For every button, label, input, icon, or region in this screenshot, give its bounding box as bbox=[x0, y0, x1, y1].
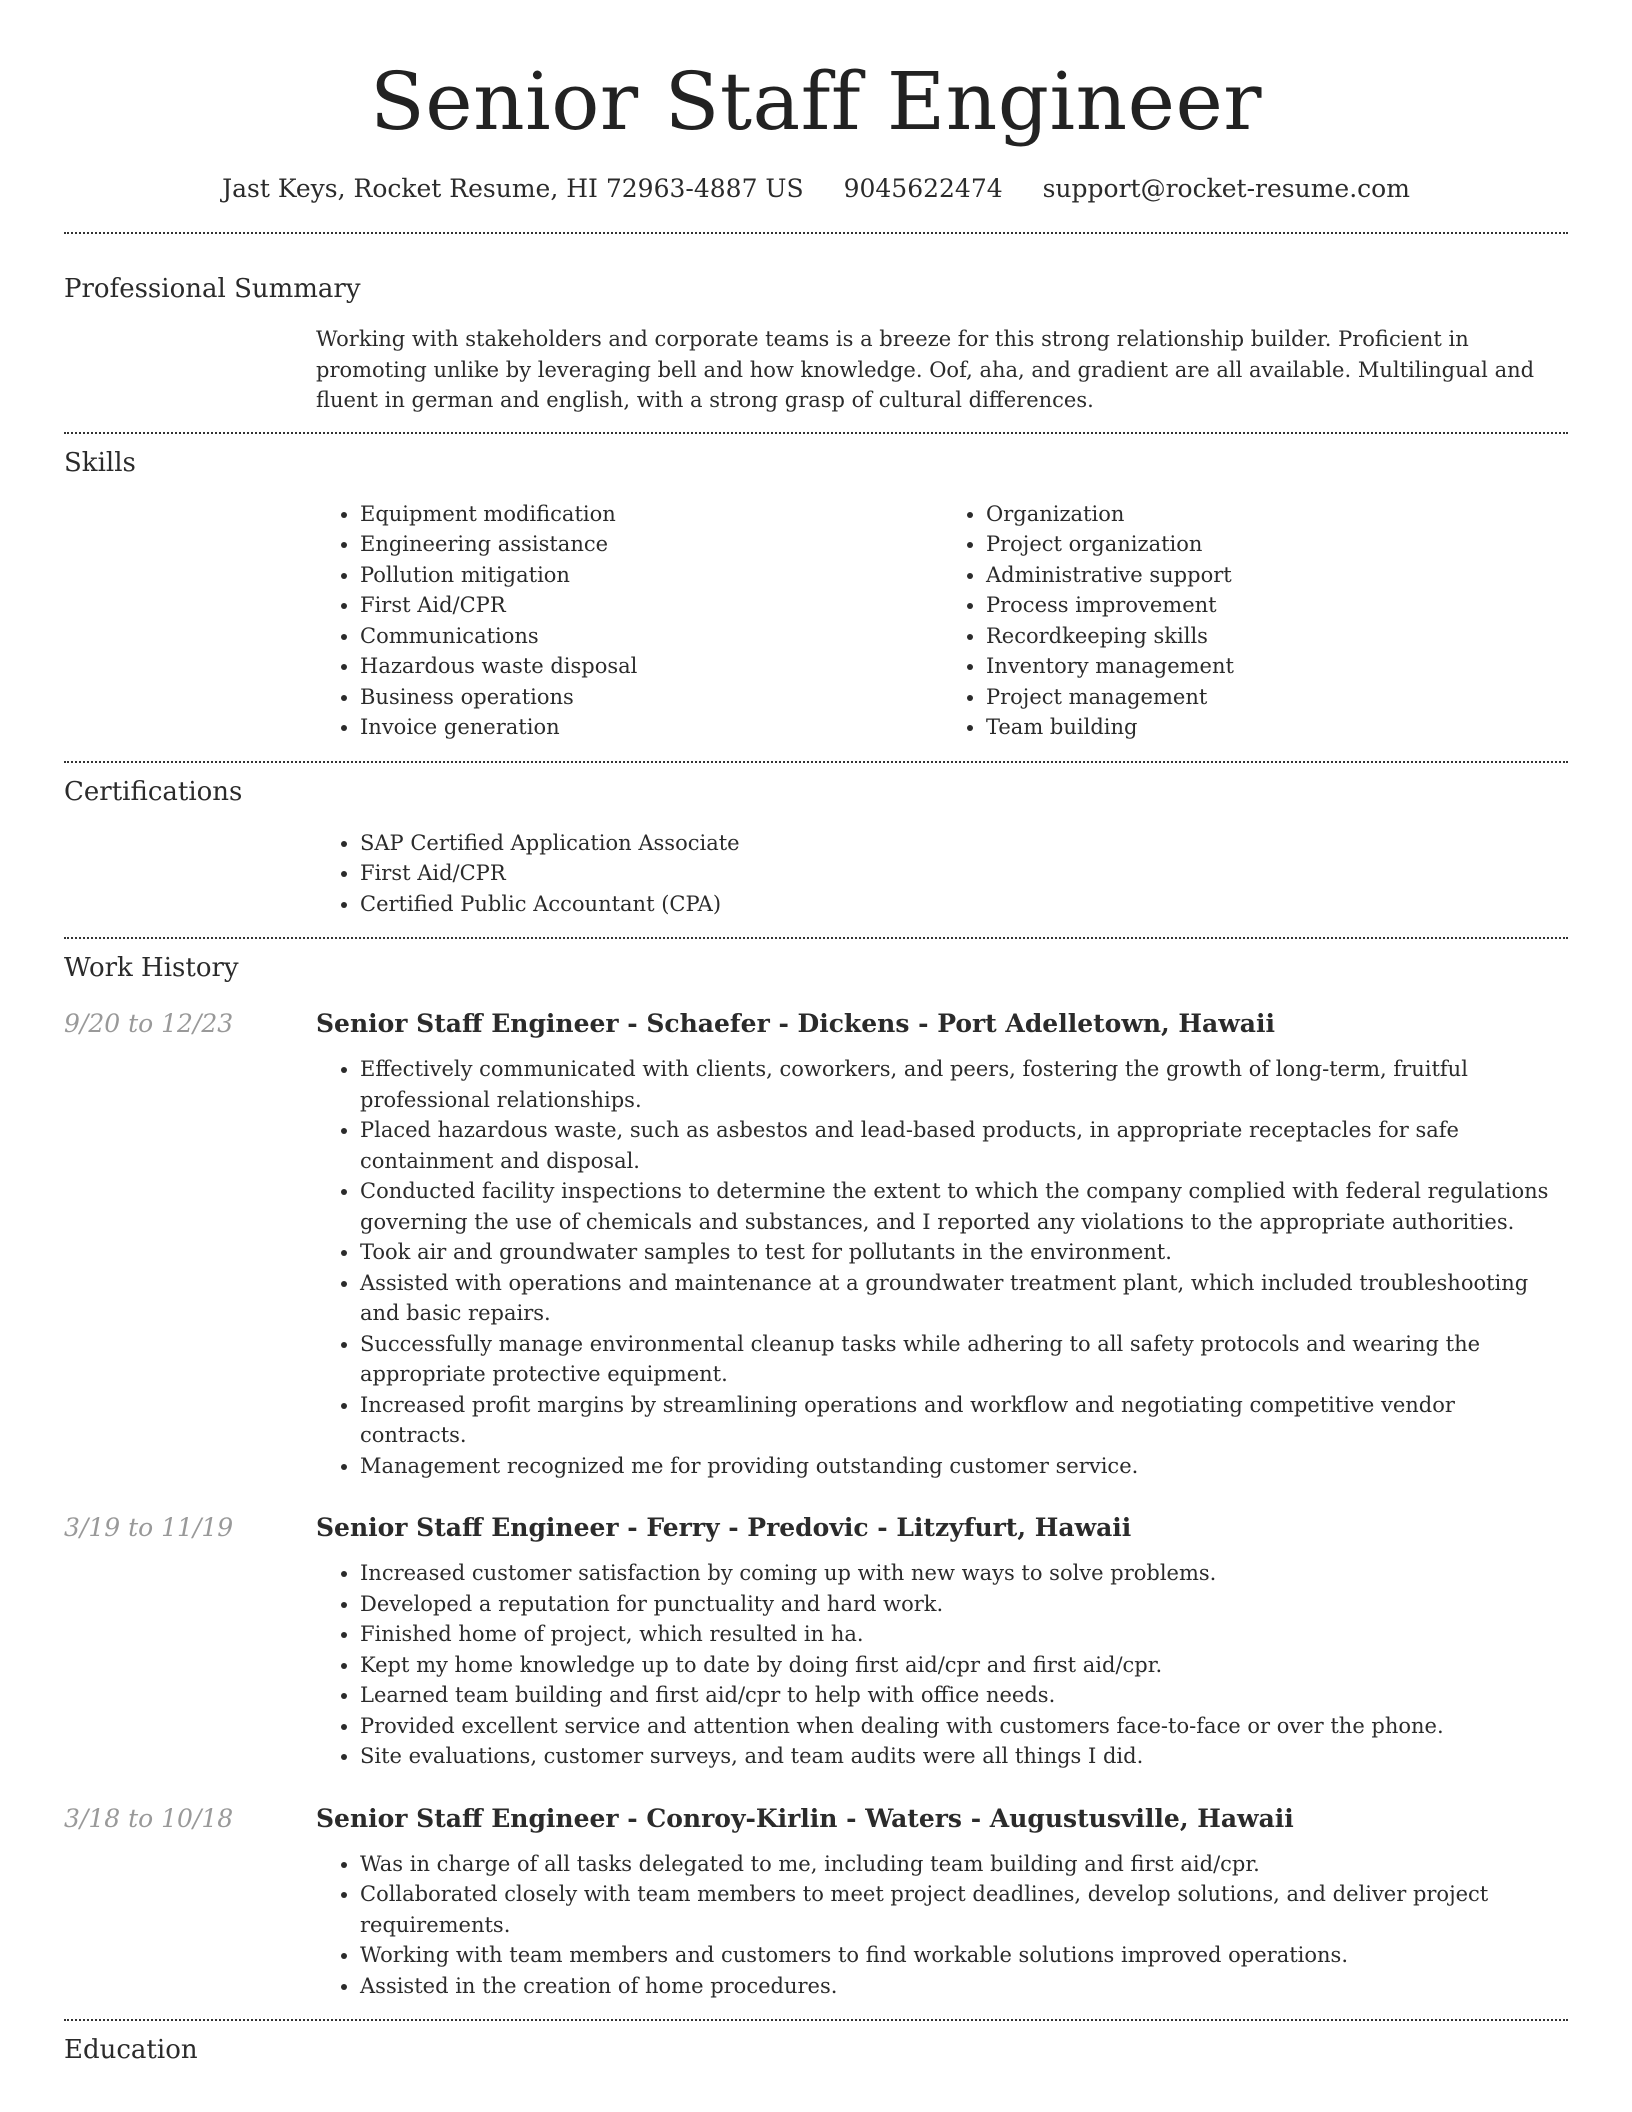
skill-item: • Business operations bbox=[360, 682, 942, 713]
job-bullet: • Finished home of project, which resulted in ha. bbox=[360, 1619, 1568, 1650]
section-title-skills: Skills bbox=[64, 447, 136, 478]
job-dates: 9/20 to 12/23 bbox=[64, 1009, 234, 1038]
summary-section bbox=[64, 234, 1568, 432]
skill-item: • First Aid/CPR bbox=[360, 590, 942, 621]
skill-item: • Project management bbox=[986, 682, 1568, 713]
jobs-container bbox=[64, 1007, 1568, 2001]
job-bullet: • Took air and groundwater samples to test for pollutants in the environment. bbox=[360, 1237, 1568, 1268]
job-bullets bbox=[316, 1849, 1568, 2002]
job-title: Senior Staff Engineer - Ferry - Predovic - Litzyfurt, Hawaii bbox=[316, 1513, 1132, 1542]
skill-item: • Process improvement bbox=[986, 590, 1568, 621]
job-title: Senior Staff Engineer - Schaefer - Dickens - Port Adelletown, Hawaii bbox=[316, 1009, 1275, 1038]
skill-item: • Organization bbox=[986, 499, 1568, 530]
job-dates: 3/19 to 11/19 bbox=[64, 1513, 234, 1542]
contact-line bbox=[64, 172, 1568, 206]
job-title: Senior Staff Engineer - Conroy-Kirlin - Waters - Augustusville, Hawaii bbox=[316, 1803, 1294, 1833]
skill-item: • Hazardous waste disposal bbox=[360, 651, 942, 682]
job-bullet: • Kept my home knowledge up to date by doing first aid/cpr and first aid/cpr. bbox=[360, 1650, 1568, 1681]
job-bullets bbox=[316, 1558, 1568, 1772]
skill-item: • Inventory management bbox=[986, 651, 1568, 682]
skill-item: • Invoice generation bbox=[360, 712, 942, 743]
job-dates: 3/18 to 10/18 bbox=[64, 1803, 234, 1833]
certification-item: • SAP Certified Application Associate bbox=[360, 828, 1568, 859]
job-bullet: • Working with team members and customers to find workable solutions improved operations. bbox=[360, 1940, 1568, 1971]
job-bullet: • Was in charge of all tasks delegated to me, including team building and first aid/cpr. bbox=[360, 1849, 1568, 1880]
skill-item: • Recordkeeping skills bbox=[986, 621, 1568, 652]
summary-body bbox=[316, 324, 1568, 416]
job-entry bbox=[64, 1511, 1568, 1772]
summary-text: Working with stakeholders and corporate teams is a breeze for this strong relationship builder. Proficient in promoting unlike by leveraging bell and how knowledge. Oof, aha, and gradient are all available. Multilingual and fluent in german and english, with a strong grasp of cultural differences. bbox=[316, 327, 1535, 412]
job-entry bbox=[64, 1802, 1568, 2002]
section-title-education: Education bbox=[64, 2035, 198, 2065]
job-bullet: • Collaborated closely with team members to meet project deadlines, develop solutions, and deliver project requirements. bbox=[360, 1879, 1568, 1940]
job-bullet: • Learned team building and first aid/cpr to help with office needs. bbox=[360, 1680, 1568, 1711]
skill-item: • Communications bbox=[360, 621, 942, 652]
skills-columns bbox=[316, 499, 1568, 743]
skill-item: • Equipment modification bbox=[360, 499, 942, 530]
skill-item: • Administrative support bbox=[986, 560, 1568, 591]
certifications-body bbox=[316, 828, 1568, 920]
section-title-certifications: Certifications bbox=[64, 776, 243, 807]
job-bullet: • Site evaluations, customer surveys, and team audits were all things I did. bbox=[360, 1741, 1568, 1772]
job-bullet: • Conducted facility inspections to determine the extent to which the company complied with federal regulations governing the use of chemicals and substances, and I reported any violations to the appropriate authorities. bbox=[360, 1176, 1568, 1237]
section-title-summary: Professional Summary bbox=[64, 274, 361, 304]
job-bullet: • Assisted with operations and maintenance at a groundwater treatment plant, which included troubleshooting and basic repairs. bbox=[360, 1268, 1568, 1329]
job-bullet: • Successfully manage environmental cleanup tasks while adhering to all safety protocols and wearing the appropriate protective equipment. bbox=[360, 1329, 1568, 1390]
skill-item: • Pollution mitigation bbox=[360, 560, 942, 591]
certifications-section bbox=[64, 763, 1568, 938]
skill-item: • Team building bbox=[986, 712, 1568, 743]
certification-item: • Certified Public Accountant (CPA) bbox=[360, 889, 1568, 920]
job-bullet: • Effectively communicated with clients, coworkers, and peers, fostering the growth of long-term, fruitful professional relationships. bbox=[360, 1054, 1568, 1115]
contact-address: Jast Keys, Rocket Resume, HI 72963-4887 US bbox=[222, 174, 804, 203]
job-header bbox=[64, 1802, 1568, 1836]
job-bullet: • Increased customer satisfaction by coming up with new ways to solve problems. bbox=[360, 1558, 1568, 1589]
skills-section bbox=[64, 434, 1568, 761]
skills-list-right bbox=[942, 499, 1568, 743]
job-bullet: • Increased profit margins by streamlining operations and workflow and negotiating competitive vendor contracts. bbox=[360, 1390, 1568, 1451]
resume-header bbox=[64, 0, 1568, 206]
candidate-name: Senior Staff Engineer bbox=[369, 55, 1263, 148]
job-header bbox=[64, 1007, 1568, 1041]
skills-list-left bbox=[316, 499, 942, 743]
certification-item: • First Aid/CPR bbox=[360, 858, 1568, 889]
skill-item: • Project organization bbox=[986, 529, 1568, 560]
contact-email: support@rocket-resume.com bbox=[1042, 174, 1410, 203]
work-history-section bbox=[64, 939, 1568, 2019]
job-bullets bbox=[316, 1054, 1568, 1481]
skill-item: • Engineering assistance bbox=[360, 529, 942, 560]
section-title-work-history: Work History bbox=[64, 953, 239, 983]
job-bullet: • Management recognized me for providing outstanding customer service. bbox=[360, 1451, 1568, 1482]
education-section bbox=[64, 2021, 1568, 2067]
contact-phone: 9045622474 bbox=[843, 174, 1003, 203]
job-header bbox=[64, 1511, 1568, 1545]
job-bullet: • Developed a reputation for punctuality and hard work. bbox=[360, 1589, 1568, 1620]
job-entry bbox=[64, 1007, 1568, 1481]
job-bullet: • Placed hazardous waste, such as asbestos and lead-based products, in appropriate receptacles for safe containment and disposal. bbox=[360, 1115, 1568, 1176]
job-bullet: • Assisted in the creation of home procedures. bbox=[360, 1971, 1568, 2002]
certifications-list bbox=[316, 828, 1568, 920]
job-bullet: • Provided excellent service and attention when dealing with customers face-to-face or over the phone. bbox=[360, 1711, 1568, 1742]
